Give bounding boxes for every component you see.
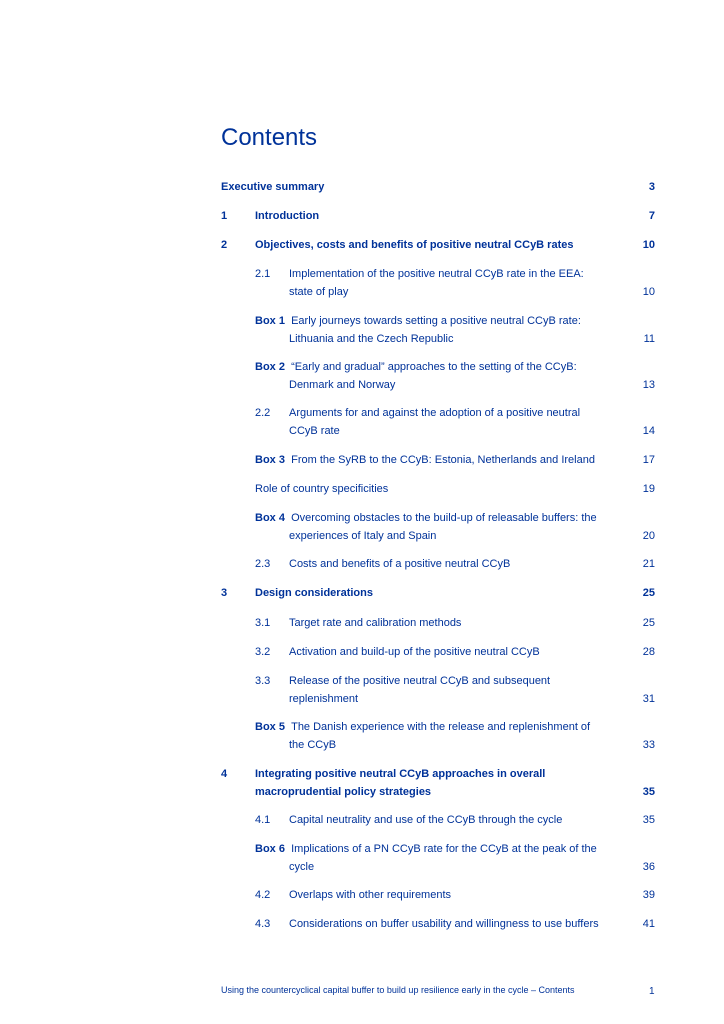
toc-entry-page: 41 xyxy=(642,918,655,930)
footer-page-number: 1 xyxy=(649,986,655,997)
toc-entry-box-4[interactable] xyxy=(255,509,655,545)
page-title: Contents xyxy=(221,124,318,151)
toc-entry-page: 13 xyxy=(642,379,655,391)
toc-entry-number: 2.2 xyxy=(255,407,271,419)
toc-entry-box-6[interactable] xyxy=(255,840,655,876)
toc-entry-page: 7 xyxy=(648,210,655,222)
toc-entry-page: 25 xyxy=(642,587,655,599)
toc-entry-text-line2: Denmark and Norway xyxy=(289,379,396,391)
toc-entry-text-line1: Integrating positive neutral CCyB approaches in overall xyxy=(255,768,546,780)
toc-entry-text-line1: Overcoming obstacles to the build-up of releasable buffers: the xyxy=(291,512,597,524)
toc-entry-chapter-4[interactable] xyxy=(221,765,655,801)
toc-entry-text: Design considerations xyxy=(255,587,373,599)
toc-entry-page: 33 xyxy=(642,739,655,751)
box-label: Box 1 xyxy=(255,315,285,327)
toc-entry-page: 14 xyxy=(642,425,655,437)
toc-entry-number: 2.1 xyxy=(255,268,271,280)
footer-text: Using the countercyclical capital buffer to build up resilience early in the cycle – Contents xyxy=(221,985,575,995)
toc-entry-text-line2: experiences of Italy and Spain xyxy=(289,530,437,542)
toc-entry-section-2-1[interactable] xyxy=(255,265,655,301)
toc-entry-page: 21 xyxy=(642,558,655,570)
toc-entry-text: Introduction xyxy=(255,210,320,222)
toc-entry-text-line2: Lithuania and the Czech Republic xyxy=(289,333,454,345)
toc-entry-page: 20 xyxy=(642,530,655,542)
toc-entry-page: 36 xyxy=(642,861,655,873)
toc-entry-text-line1: The Danish experience with the release and replenishment of xyxy=(291,721,591,733)
toc-entry-page: 35 xyxy=(642,814,655,826)
toc-entry-text-line2: CCyB rate xyxy=(289,425,340,437)
box-label: Box 2 xyxy=(255,361,285,373)
toc-entry-text-line2: macroprudential policy strategies xyxy=(255,786,432,798)
toc-entry-box-1[interactable] xyxy=(255,312,655,348)
toc-entry-section-2-2[interactable] xyxy=(255,404,655,440)
toc-entry-number: 4.1 xyxy=(255,814,271,826)
toc-entry-text: Target rate and calibration methods xyxy=(289,617,462,629)
toc-entry-text: Activation and build-up of the positive neutral CCyB xyxy=(289,646,540,658)
toc-entry-box-5[interactable] xyxy=(255,718,655,754)
box-label: Box 5 xyxy=(255,721,285,733)
toc-entry-page: 10 xyxy=(642,239,655,251)
toc-entry-page: 19 xyxy=(642,483,655,495)
toc-entry-text-line1: Arguments for and against the adoption of a positive neutral xyxy=(289,407,581,419)
toc-entry-page: 25 xyxy=(642,617,655,629)
toc-entry-page: 10 xyxy=(642,286,655,298)
toc-entry-box-2[interactable] xyxy=(255,358,655,394)
toc-entry-text-line2: cycle xyxy=(289,861,315,873)
toc-entry-page: 28 xyxy=(642,646,655,658)
box-label: Box 6 xyxy=(255,843,285,855)
toc-entry-text-line2: replenishment xyxy=(289,693,359,705)
toc-entry-text-line1: Implications of a PN CCyB rate for the CCyB at the peak of the xyxy=(291,843,597,855)
box-label: Box 4 xyxy=(255,512,285,524)
toc-entry-text: Considerations on buffer usability and willingness to use buffers xyxy=(289,918,599,930)
toc-entry-number: 4.3 xyxy=(255,918,271,930)
toc-entry-page: 31 xyxy=(642,693,655,705)
toc-entry-text-line1: From the SyRB to the CCyB: Estonia, Netherlands and Ireland xyxy=(291,454,595,466)
toc-entry-text: Costs and benefits of a positive neutral CCyB xyxy=(289,558,511,570)
toc-entry-text: Objectives, costs and benefits of positive neutral CCyB rates xyxy=(255,239,574,251)
toc-entry-page: 11 xyxy=(643,333,655,345)
toc-entry-page: 39 xyxy=(642,889,655,901)
toc-entry-text: Overlaps with other requirements xyxy=(289,889,452,901)
toc-entry-section-3-3[interactable] xyxy=(255,672,655,708)
toc-entry-number: 3.1 xyxy=(255,617,271,629)
toc-entry-number: 4.2 xyxy=(255,889,271,901)
toc-entry-text-line1: Implementation of the positive neutral CCyB rate in the EEA: xyxy=(289,268,584,280)
toc-entry-number: 3.3 xyxy=(255,675,271,687)
toc-entry-text-line2: state of play xyxy=(289,286,349,298)
toc-entry-number: 3 xyxy=(221,587,228,599)
toc-entry-text: Executive summary xyxy=(221,181,325,193)
toc-entry-page: 17 xyxy=(642,454,655,466)
toc-entry-number: 4 xyxy=(221,768,228,780)
toc-entry-text: Role of country specificities xyxy=(255,483,389,495)
toc-entry-page: 3 xyxy=(648,181,655,193)
toc-entry-text-line1: Early journeys towards setting a positive neutral CCyB rate: xyxy=(291,315,581,327)
toc-entry-text: Capital neutrality and use of the CCyB through the cycle xyxy=(289,814,563,826)
toc-entry-text-line2: the CCyB xyxy=(289,739,337,751)
box-label: Box 3 xyxy=(255,454,285,466)
toc-entry-number: 2.3 xyxy=(255,558,271,570)
toc-entry-number: 3.2 xyxy=(255,646,271,658)
toc-entry-number: 2 xyxy=(221,239,228,251)
toc-entry-page: 35 xyxy=(642,786,655,798)
toc-entry-text-line1: “Early and gradual” approaches to the setting of the CCyB: xyxy=(291,361,577,373)
toc-entry-number: 1 xyxy=(221,210,228,222)
toc-entry-text-line1: Release of the positive neutral CCyB and subsequent xyxy=(289,675,551,687)
